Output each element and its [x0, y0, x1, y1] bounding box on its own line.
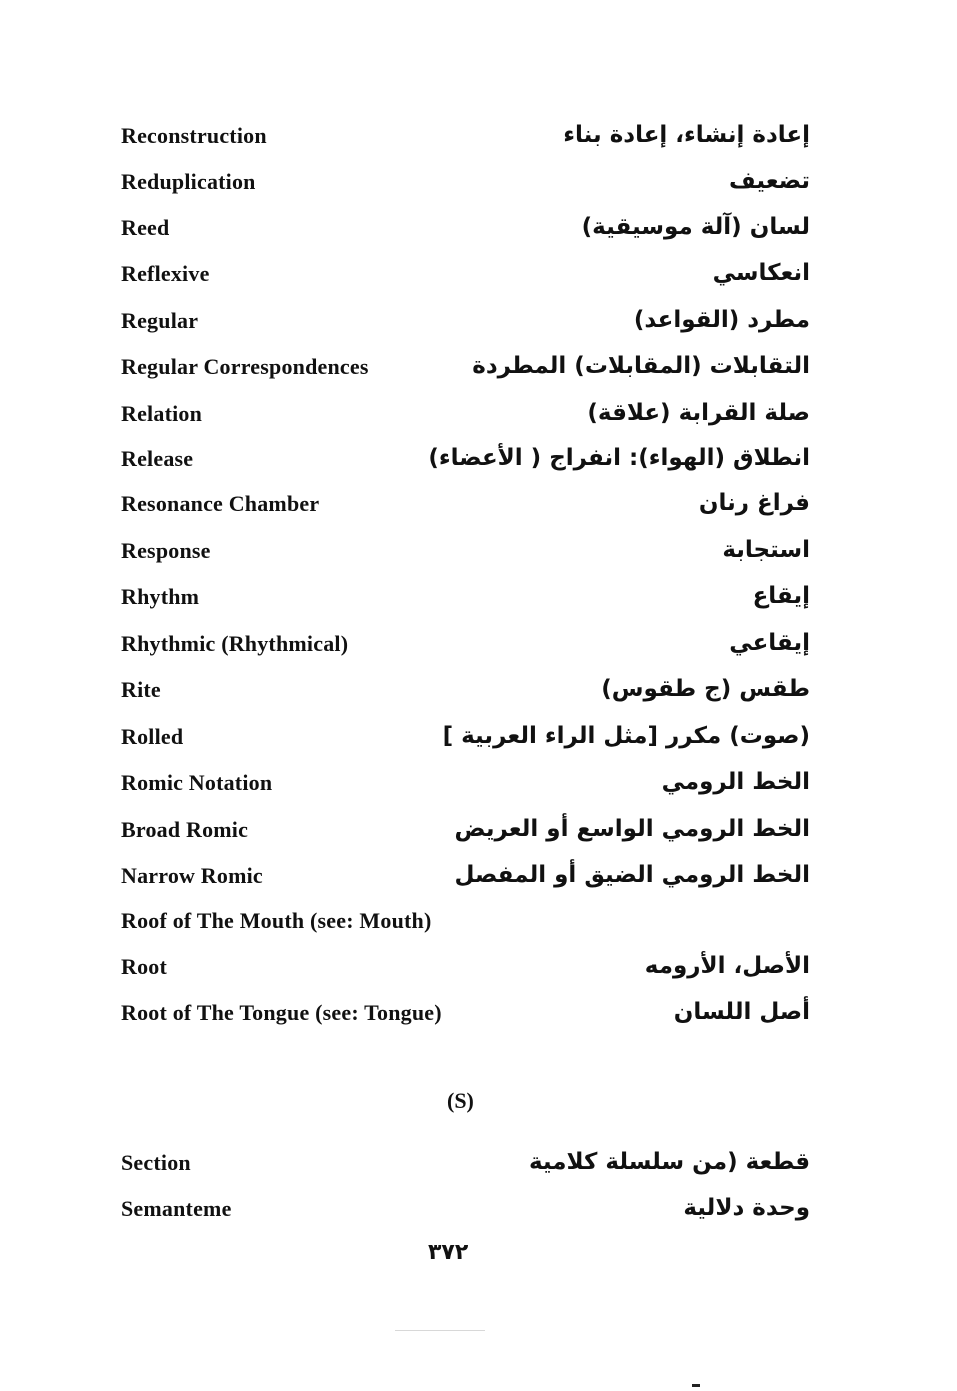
english-term: Rhythmic (Rhythmical): [121, 631, 349, 656]
glossary-entry: [0, 444, 957, 484]
english-term: Reconstruction: [121, 123, 267, 148]
glossary-entry: [0, 1148, 957, 1188]
arabic-term: الخط الرومي الضيق أو المفصل: [454, 862, 810, 888]
glossary-entry: [0, 352, 957, 392]
english-term: Broad Romic: [121, 817, 249, 842]
glossary-entry: [0, 906, 957, 946]
arabic-term: انعكاسي: [712, 260, 810, 286]
glossary-entry: [0, 768, 957, 808]
english-term: Relation: [121, 401, 203, 426]
arabic-term: طقس (ج طقوس): [601, 676, 810, 702]
page-number: ٣٧٢: [428, 1240, 469, 1265]
arabic-term: الخط الرومي الواسع أو العريض: [454, 816, 810, 842]
arabic-term: لسان (آلة موسيقية): [581, 214, 810, 240]
glossary-entry: [0, 582, 957, 622]
english-term: Response: [121, 538, 211, 563]
section-heading: (S): [447, 1088, 474, 1113]
english-term: Roof of The Mouth (see: Mouth): [121, 908, 432, 933]
arabic-term: استجابة: [722, 537, 810, 563]
arabic-term: إيقاعي: [729, 630, 810, 656]
glossary-entry: [0, 399, 957, 439]
english-term: Rhythm: [121, 584, 200, 609]
english-term: Rolled: [121, 724, 184, 749]
english-term: Release: [121, 446, 194, 471]
glossary-entry: [0, 1194, 957, 1234]
arabic-term: أصل اللسان: [673, 999, 810, 1025]
glossary-entry: [0, 629, 957, 669]
arabic-term: إيقاع: [752, 583, 810, 609]
arabic-term: انطلاق (الهواء): انفراج ( الأعضاء): [428, 445, 810, 471]
glossary-entry: [0, 213, 957, 253]
arabic-term: التقابلات (المقابلات) المطردة: [472, 353, 810, 379]
english-term: Romic Notation: [121, 770, 273, 795]
glossary-entry: [0, 815, 957, 855]
arabic-term: قطعة (من سلسلة كلامية: [528, 1149, 810, 1175]
english-term: Regular Correspondences: [121, 354, 369, 379]
scan-artifact-line: [395, 1330, 485, 1331]
glossary-entry: [0, 489, 957, 529]
english-term: Reed: [121, 215, 170, 240]
arabic-term: (صوت) مكرر [مثل الراء العربية ]: [442, 723, 810, 749]
english-term: Section: [121, 1150, 191, 1175]
arabic-term: الأصل، الأرومه: [644, 953, 810, 979]
glossary-entry: [0, 998, 957, 1038]
arabic-term: صلة القرابة (علاقة): [587, 400, 810, 426]
english-term: Rite: [121, 677, 161, 702]
arabic-term: فراغ رنان: [698, 490, 810, 516]
english-term: Narrow Romic: [121, 863, 263, 888]
arabic-term: تضعيف: [728, 168, 810, 194]
glossary-entry: [0, 306, 957, 346]
glossary-entry: [0, 167, 957, 207]
english-term: Reduplication: [121, 169, 256, 194]
english-term: Reflexive: [121, 261, 210, 286]
glossary-entry: [0, 722, 957, 762]
english-term: Resonance Chamber: [121, 491, 320, 516]
english-term: Regular: [121, 308, 199, 333]
glossary-entry: [0, 675, 957, 715]
arabic-term: وحدة دلالية: [683, 1195, 810, 1221]
arabic-term: مطرد (القواعد): [633, 307, 810, 333]
english-term: Root: [121, 954, 168, 979]
glossary-entry: [0, 536, 957, 576]
glossary-entry: [0, 952, 957, 992]
glossary-entry: [0, 861, 957, 901]
arabic-term: الخط الرومي: [661, 769, 810, 795]
english-term: Semanteme: [121, 1196, 232, 1221]
glossary-entry: [0, 121, 957, 161]
arabic-term: إعادة إنشاء، إعادة بناء: [563, 122, 810, 148]
scan-artifact-mark: [692, 1384, 700, 1387]
glossary-entry: [0, 259, 957, 299]
english-term: Root of The Tongue (see: Tongue): [121, 1000, 442, 1025]
